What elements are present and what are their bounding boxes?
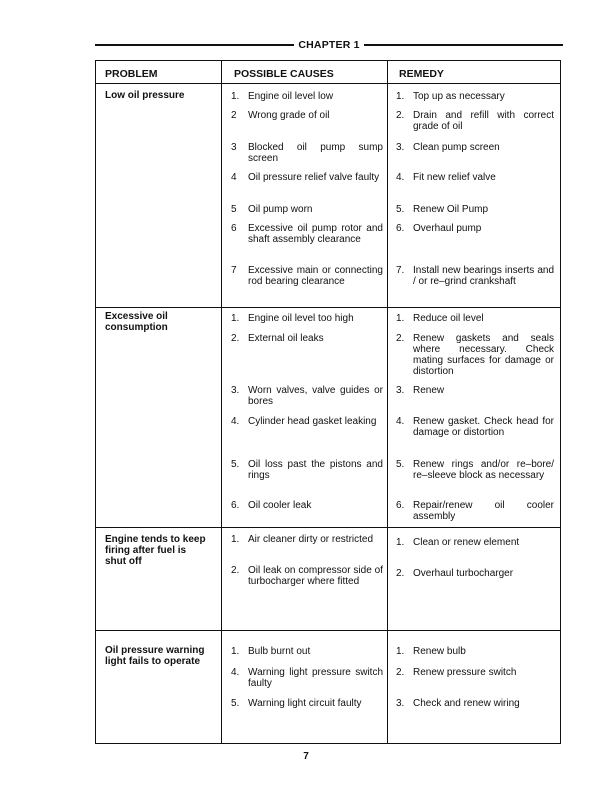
cause-item [231,313,383,324]
cause-number: 4 [231,172,237,183]
header-rule-right [364,44,563,46]
cause-number: 5 [231,204,237,215]
remedy-number: 4. [396,172,405,183]
remedy-number: 2. [396,667,405,678]
row-divider-2 [96,527,560,528]
cause-number: 7 [231,265,237,276]
remedy-text: Clean or renew element [413,537,520,548]
remedy-number: 3. [396,698,405,709]
cause-text: Oil loss past the pistons and rings [248,459,383,481]
cause-item [231,91,383,102]
remedy-text: Renew gasket. Check head for damage or distortion [413,416,554,438]
cause-item [231,565,383,587]
remedy-number: 6. [396,500,405,511]
cause-number: 2 [231,110,237,121]
cause-number: 3 [231,142,237,153]
remedy-text: Renew gaskets and seals where necessary. Check mating surfaces for damage or distortion [413,333,554,377]
header-rule-left [95,44,294,46]
cause-item [231,698,383,709]
remedy-number: 5. [396,204,405,215]
remedy-number: 5. [396,459,405,470]
remedy-item [396,416,554,438]
problem-low-oil-pressure: Low oil pressure [105,90,185,101]
cause-text: Engine oil level low [248,91,334,102]
cause-item [231,500,383,511]
remedy-text: Overhaul pump [413,223,482,234]
cause-number: 2. [231,333,240,344]
cause-text: Warning light circuit faulty [248,698,362,709]
remedy-item [396,646,554,657]
remedy-item [396,459,554,481]
remedy-text: Top up as necessary [413,91,505,102]
remedy-number: 1. [396,313,405,324]
column-header-causes: POSSIBLE CAUSES [234,68,334,80]
remedy-item [396,667,554,678]
cause-item [231,223,383,245]
column-header-remedy: REMEDY [399,68,444,80]
cause-text: Blocked oil pump sump screen [248,142,383,164]
remedy-number: 2. [396,568,405,579]
remedy-item [396,698,554,709]
cause-item [231,459,383,481]
remedy-item [396,313,554,324]
remedy-text: Renew [413,385,445,396]
remedy-item [396,385,554,396]
cause-text: Oil leak on compressor side of turbocharger where fitted [248,565,383,587]
remedy-text: Fit new relief valve [413,172,496,183]
cause-item [231,172,383,183]
problem-warning-light-fails: Oil pressure warning light fails to operate [105,645,205,667]
cause-number: 2. [231,565,240,576]
troubleshooting-table [95,60,561,744]
cause-text: External oil leaks [248,333,324,344]
remedy-text: Renew pressure switch [413,667,517,678]
header-row-divider [96,83,560,84]
cause-item [231,265,383,287]
cause-number: 6. [231,500,240,511]
remedy-text: Overhaul turbocharger [413,568,514,579]
cause-text: Cylinder head gasket leaking [248,416,377,427]
remedy-text: Renew rings and/or re–bore/ re–sleeve block as necessary [413,459,554,481]
remedy-number: 3. [396,142,405,153]
remedy-item [396,568,554,579]
remedy-text: Clean pump screen [413,142,500,153]
chapter-title: CHAPTER 1 [298,39,360,51]
cause-item [231,110,383,121]
cause-text: Warning light pressure switch faulty [248,667,383,689]
remedy-text: Check and renew wiring [413,698,520,709]
remedy-text: Repair/renew oil cooler assembly [413,500,554,522]
cause-item [231,667,383,689]
cause-item [231,416,383,427]
cause-number: 5. [231,459,240,470]
remedy-number: 1. [396,91,405,102]
remedy-item [396,110,554,132]
cause-item [231,333,383,344]
remedy-number: 3. [396,385,405,396]
cause-item [231,142,383,164]
cause-text: Worn valves, valve guides or bores [248,385,383,407]
cause-text: Bulb burnt out [248,646,311,657]
remedy-number: 7. [396,265,405,276]
cause-number: 6 [231,223,237,234]
remedy-number: 4. [396,416,405,427]
column-header-problem: PROBLEM [105,68,158,80]
remedy-item [396,333,554,377]
remedy-text: Reduce oil level [413,313,484,324]
cause-item [231,385,383,407]
chapter-header [95,38,563,52]
cause-number: 1. [231,313,240,324]
problem-engine-keeps-firing: Engine tends to keep firing after fuel is shut off [105,534,206,567]
remedy-number: 1. [396,537,405,548]
column-divider-1 [221,61,222,743]
cause-text: Oil pump worn [248,204,313,215]
cause-number: 3. [231,385,240,396]
remedy-text: Renew Oil Pump [413,204,489,215]
cause-text: Wrong grade of oil [248,110,330,121]
remedy-item [396,91,554,102]
remedy-item [396,172,554,183]
remedy-number: 2. [396,110,405,121]
cause-number: 1. [231,646,240,657]
cause-text: Excessive oil pump rotor and shaft assembly clearance [248,223,383,245]
remedy-number: 6. [396,223,405,234]
cause-text: Oil cooler leak [248,500,312,511]
cause-number: 1. [231,534,240,545]
cause-number: 5. [231,698,240,709]
remedy-text: Install new bearings inserts and / or re–grind crankshaft [413,265,554,287]
cause-text: Excessive main or connecting rod bearing clearance [248,265,383,287]
remedy-item [396,500,554,522]
cause-text: Engine oil level too high [248,313,354,324]
remedy-item [396,142,554,153]
remedy-text: Renew bulb [413,646,466,657]
page-number: 7 [303,751,309,762]
remedy-item [396,537,554,548]
remedy-number: 1. [396,646,405,657]
cause-text: Air cleaner dirty or restricted [248,534,374,545]
column-divider-2 [387,61,388,743]
problem-excessive-oil-consumption: Excessive oil consumption [105,311,168,333]
row-divider-3 [96,630,560,631]
cause-number: 4. [231,416,240,427]
remedy-item [396,223,554,234]
cause-item [231,204,383,215]
cause-text: Oil pressure relief valve faulty [248,172,380,183]
cause-number: 4. [231,667,240,678]
cause-item [231,646,383,657]
cause-number: 1. [231,91,240,102]
cause-item [231,534,383,545]
remedy-item [396,204,554,215]
row-divider-1 [96,307,560,308]
remedy-item [396,265,554,287]
remedy-text: Drain and refill with correct grade of oil [413,110,554,132]
remedy-number: 2. [396,333,405,344]
